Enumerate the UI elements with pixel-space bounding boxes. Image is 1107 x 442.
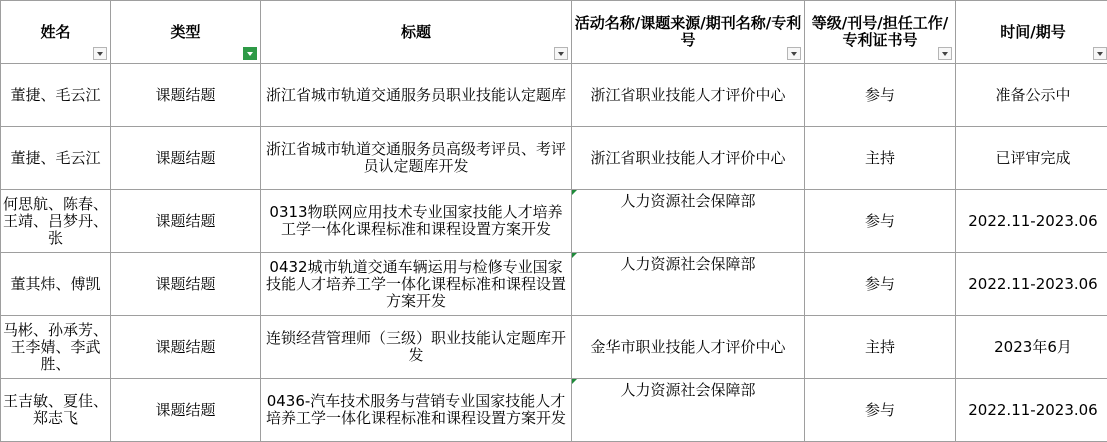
cell-name[interactable]: 董捷、毛云江 <box>1 127 111 190</box>
cell-type[interactable]: 课题结题 <box>111 379 261 442</box>
cell-title[interactable]: 浙江省城市轨道交通服务员职业技能认定题库 <box>261 64 572 127</box>
cell-time[interactable]: 2023年6月 <box>956 316 1107 379</box>
cell-title[interactable]: 连锁经营管理师（三级）职业技能认定题库开发 <box>261 316 572 379</box>
cell-title[interactable]: 浙江省城市轨道交通服务员高级考评员、考评员认定题库开发 <box>261 127 572 190</box>
column-header-time[interactable]: 时间/期号 <box>956 1 1107 64</box>
filter-dropdown-icon[interactable] <box>938 47 952 60</box>
cell-type[interactable]: 课题结题 <box>111 127 261 190</box>
cell-time[interactable]: 2022.11-2023.06 <box>956 253 1107 316</box>
cell-time[interactable]: 2022.11-2023.06 <box>956 190 1107 253</box>
cell-source[interactable]: 浙江省职业技能人才评价中心 <box>572 127 805 190</box>
cell-title[interactable]: 0313物联网应用技术专业国家技能人才培养工学一体化课程标准和课程设置方案开发 <box>261 190 572 253</box>
filter-dropdown-icon[interactable] <box>1093 47 1107 60</box>
cell-type[interactable]: 课题结题 <box>111 190 261 253</box>
table-row <box>1 316 1107 379</box>
cell-level[interactable]: 参与 <box>805 379 956 442</box>
cell-name[interactable]: 马彬、孙承芳、王李婧、李武胜、 <box>1 316 111 379</box>
cell-title[interactable]: 0432城市轨道交通车辆运用与检修专业国家技能人才培养工学一体化课程标准和课程设置方案开发 <box>261 253 572 316</box>
cell-name[interactable]: 董其炜、傅凯 <box>1 253 111 316</box>
cell-time[interactable]: 2022.11-2023.06 <box>956 379 1107 442</box>
table-row <box>1 379 1107 442</box>
cell-name[interactable]: 何思航、陈春、王靖、吕梦丹、张 <box>1 190 111 253</box>
column-header-type[interactable]: 类型 <box>111 1 261 64</box>
cell-source[interactable]: 人力资源社会保障部 <box>572 253 805 316</box>
cell-name[interactable]: 董捷、毛云江 <box>1 64 111 127</box>
filter-dropdown-icon[interactable] <box>554 47 568 60</box>
column-header-source[interactable]: 活动名称/课题来源/期刊名称/专利号 <box>572 1 805 64</box>
cell-name[interactable]: 王吉敏、夏佳、郑志飞 <box>1 379 111 442</box>
table-row <box>1 64 1107 127</box>
cell-time[interactable]: 准备公示中 <box>956 64 1107 127</box>
cell-level[interactable]: 主持 <box>805 316 956 379</box>
header-row <box>1 1 1107 64</box>
filter-dropdown-icon[interactable] <box>787 47 801 60</box>
cell-type[interactable]: 课题结题 <box>111 64 261 127</box>
column-header-title[interactable]: 标题 <box>261 1 572 64</box>
cell-type[interactable]: 课题结题 <box>111 316 261 379</box>
cell-level[interactable]: 参与 <box>805 253 956 316</box>
cell-type[interactable]: 课题结题 <box>111 253 261 316</box>
filter-dropdown-icon[interactable] <box>93 47 107 60</box>
filter-active-icon[interactable] <box>243 47 257 60</box>
cell-level[interactable]: 参与 <box>805 64 956 127</box>
column-header-level[interactable]: 等级/刊号/担任工作/专利证书号 <box>805 1 956 64</box>
cell-source[interactable]: 人力资源社会保障部 <box>572 190 805 253</box>
cell-source[interactable]: 金华市职业技能人才评价中心 <box>572 316 805 379</box>
cell-source[interactable]: 浙江省职业技能人才评价中心 <box>572 64 805 127</box>
cell-level[interactable]: 主持 <box>805 127 956 190</box>
table-row <box>1 190 1107 253</box>
cell-source[interactable]: 人力资源社会保障部 <box>572 379 805 442</box>
table-row <box>1 127 1107 190</box>
table-row <box>1 253 1107 316</box>
column-header-name[interactable]: 姓名 <box>1 1 111 64</box>
cell-time[interactable]: 已评审完成 <box>956 127 1107 190</box>
cell-title[interactable]: 0436-汽车技术服务与营销专业国家技能人才培养工学一体化课程标准和课程设置方案开发 <box>261 379 572 442</box>
cell-level[interactable]: 参与 <box>805 190 956 253</box>
